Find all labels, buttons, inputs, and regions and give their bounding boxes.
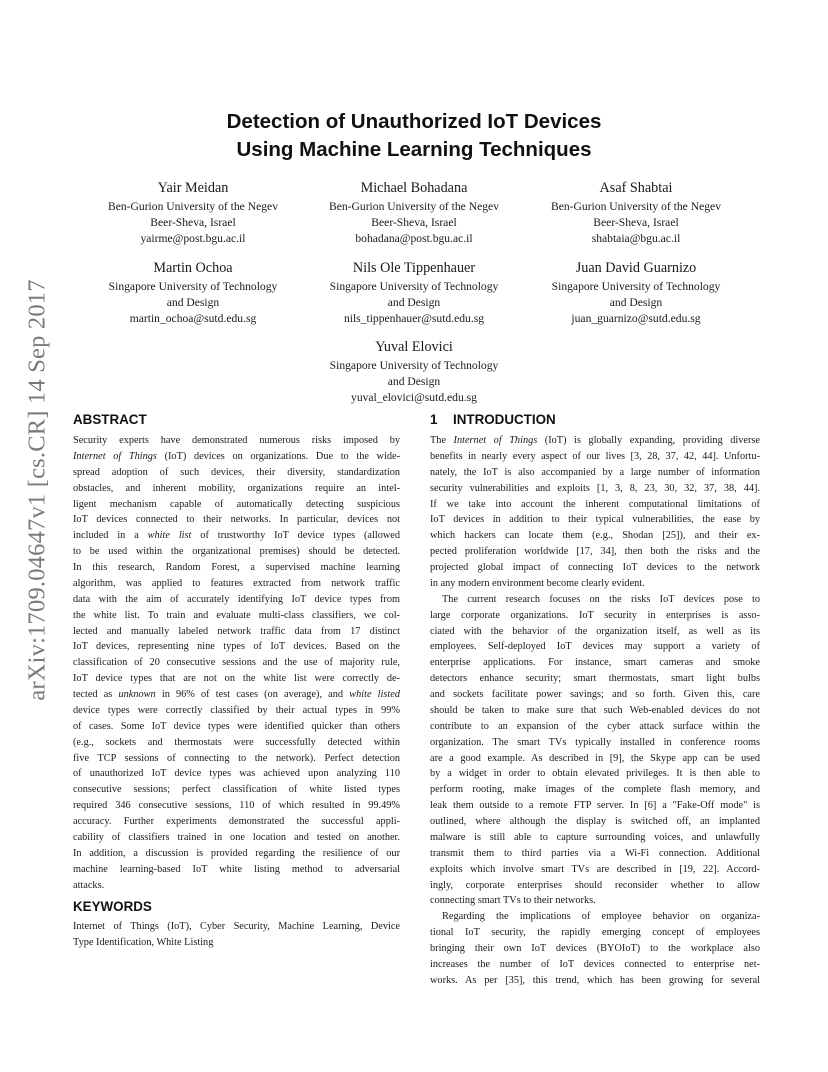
text-line: by a widget in order to obtain elevated privileges. It is then able to [430,768,760,780]
text-line: bringing their own IoT devices (BYOIoT) to the workplace also [430,943,760,954]
arxiv-identifier [14,274,62,706]
text-line: Security experts have demonstrated numerous risks imposed by [73,435,400,446]
text-line: lected and manually labeled network traffic data from 17 distinct [73,625,400,637]
text-line: spread adoption of such devices, their diversity, standardization [73,466,400,478]
text-line: transmit them to third parties via a Wi-Fi connection. Additional [430,847,760,859]
author-email[interactable]: bohadana@post.bgu.ac.il [355,232,473,246]
text-line: and sockets facilitate power savings; and so forth. Given this, care [430,689,760,700]
author-name: Nils Ole Tippenhauer [352,260,476,276]
author-block-1 [68,178,318,248]
text-line: detectors enhance security; smart thermostats, smart light bulbs [430,673,760,685]
text-line: enterprise applications. For instance, smart cameras and smoke [430,657,760,669]
author-name: Yair Meidan [157,180,229,196]
text-line: Type Identification, White Listing [73,936,214,948]
abstract-body [73,433,400,893]
text-line: connecting smart TVs to their networks. [430,895,596,907]
text-line: Internet of Things (IoT), Cyber Security, Machine Learning, Device [73,921,400,932]
text-line: Internet of Things (IoT) devices on organizations. Due to the wide- [73,450,400,462]
text-line: are a good example. As described in [9], the Skype app can be used [430,752,760,764]
text-line: contribute to an expansion of the cyber attack surface within the [430,720,760,732]
author-affiliation: Singapore University of Technology [329,279,499,293]
text-line: The current research focuses on the risks IoT devices pose to [442,593,760,605]
author-block-5 [289,258,539,328]
text-line: (e.g., sockets and thermostats were successfully detected within [73,736,400,748]
author-email[interactable]: yairme@post.bgu.ac.il [140,232,246,246]
text-line: included in a white list of trustworthy IoT device types (allowed [73,530,400,542]
text-line: accuracy. Further experiments demonstrated the successful appli- [73,816,400,827]
text-line: algorithm, was applied to features extracted from network traffic [73,577,400,589]
author-email[interactable]: juan_guarnizo@sutd.edu.sg [571,312,701,326]
text-line: Regarding the implications of employee behavior on organiza- [442,911,760,923]
author-email[interactable]: yuval_elovici@sutd.edu.sg [351,391,477,405]
author-location: Beer-Sheva, Israel [593,215,679,229]
text-line: IoT devices, representing nine types of IoT devices. Based on the [73,641,400,653]
author-name: Martin Ochoa [153,260,233,276]
text-line: pected proliferation worldwide [17, 34], then both the risks and the [430,546,760,558]
text-line: increases the number of IoT devices connected to enterprise net- [430,958,760,970]
text-line: employees. Self-deployed IoT devices may support a variety of [430,641,760,653]
author-affiliation: Ben-Gurion University of the Negev [550,199,721,213]
text-line: obstacles, and inherent mobility, organizations require an intel- [73,482,400,494]
text-line: perform rooting, make images of the complete flash memory, and [430,784,760,796]
text-line: tected as unknown in 96% of test cases (on average), and white listed [73,689,400,700]
author-location: Beer-Sheva, Israel [371,215,457,229]
author-affiliation-cont: and Design [166,295,220,309]
author-name: Yuval Elovici [375,339,453,355]
author-name: Michael Bohadana [360,180,468,196]
author-email[interactable]: nils_tippenhauer@sutd.edu.sg [343,312,485,326]
text-line: ligent mechanism capable of automatically detecting suspicious [73,498,400,510]
text-line: in any modern environment become clearly evident. [430,577,645,589]
abstract-heading: ABSTRACT [73,412,147,427]
text-line: of cases. Some IoT device types were identified quicker than others [73,720,400,732]
arxiv-identifier-text: arXiv:1709.04647v1 [cs.CR] 14 Sep 2017 [24,279,52,701]
keywords-heading: KEYWORDS [73,899,152,914]
section-title: INTRODUCTION [453,412,556,427]
text-line: leak them outside to a remote FTP server. In [6] a "Fake-Off mode" is [430,800,760,812]
paper-title [110,108,718,164]
author-affiliation: Singapore University of Technology [108,279,278,293]
text-line: five TCP sessions of connecting to the network). Perfect detection [73,752,400,764]
text-line: attacks. [73,879,105,891]
author-block-7 [289,337,539,407]
text-line: large corporate organizations. IoT security in enterprises is asso- [430,609,760,621]
text-line: to be used within the organizational premises) should be detected. [73,546,400,558]
author-affiliation: Ben-Gurion University of the Negev [107,199,278,213]
text-line: organization. The smart TVs typically installed in conference rooms [430,736,760,748]
title-line-2: Using Machine Learning Techniques [236,138,592,161]
keywords-body [73,919,400,951]
section-number: 1 [430,412,438,427]
text-line: consecutive sessions; perfect classification of white listed types [73,784,400,796]
author-name: Asaf Shabtai [599,180,673,196]
introduction-heading [430,412,556,427]
text-line: data with the aim of accurately identifying IoT device types from [73,593,400,605]
author-location: Beer-Sheva, Israel [150,215,236,229]
author-email[interactable]: shabtaia@bgu.ac.il [591,232,681,246]
author-block-2 [289,178,539,248]
author-affiliation: Singapore University of Technology [551,279,721,293]
text-line: exploits which involve smart TVs are described in [19, 22]. Accord- [430,863,760,875]
text-line: required 346 consecutive sessions, 110 of which resulted in 99.49% [73,800,400,812]
text-line: If we take into account the inherent computational limitations of [430,498,760,510]
author-affiliation-cont: and Design [387,295,441,309]
text-line: outlined, where although the display is switched off, an implanted [430,816,760,827]
text-line: nately, the IoT is also accompanied by a large number of information [430,466,760,478]
introduction-body [430,433,760,989]
title-line-1: Detection of Unauthorized IoT Devices [226,110,602,133]
text-line: IoT devices connected to their networks. In particular, devices not [73,514,400,526]
author-affiliation-cont: and Design [609,295,663,309]
text-line: device types were correctly classified by their actual types in 99% [73,704,400,716]
text-line: IoT device types that are not on the white list were correctly de- [73,673,400,685]
text-line: should be taken to make sure that such Web-enabled devices do not [430,704,760,716]
author-affiliation: Singapore University of Technology [329,358,499,372]
text-line: ciated with the behavior of the organization itself, as well as its [430,625,760,637]
author-email[interactable]: martin_ochoa@sutd.edu.sg [129,312,257,326]
text-line: projected global impact of connecting IoT devices to the network [430,562,760,573]
text-line: classification of 20 consecutive sessions and the use of majority rule, [73,657,400,669]
text-line: of unauthorized IoT device types was achieved upon analyzing 110 [73,768,400,780]
author-affiliation: Ben-Gurion University of the Negev [328,199,499,213]
author-name: Juan David Guarnizo [575,260,697,276]
text-line: In addition, a discussion is provided regarding the resilience of our [73,847,400,859]
text-line: IoT devices in addition to their typical vulnerabilities, the ease by [430,514,760,526]
text-line: works. As per [35], this trend, which has been growing for several [430,974,760,986]
author-block-6 [511,258,761,328]
text-line: the white list. To train and evaluate multi-class classifiers, we col- [73,609,400,621]
text-line: machine learning-based IoT white listing method to adversarial [73,863,400,875]
text-line: benefits in nearly every aspect of our lives [3, 28, 37, 42, 44]. Unfortu- [430,450,760,462]
text-line: tional IoT security, the rapidly emerging concept of employees [430,927,760,939]
text-line: malware is still able to capture surrounding voices, and unlawfully [430,831,760,843]
text-line: security vulnerabilities and exploits [1, 3, 8, 23, 30, 32, 37, 38, 44]. [430,482,760,494]
text-line: The Internet of Things (IoT) is globally expanding, providing diverse [430,435,760,446]
text-line: which hackers can locate them (e.g., Shodan [25]), and their ex- [430,530,760,542]
text-line: In this research, Random Forest, a supervised machine learning [73,562,400,573]
author-block-4 [68,258,318,328]
author-affiliation-cont: and Design [387,374,441,388]
text-line: ingly, corporate enterprises should reconsider whether to allow [430,879,760,891]
text-line: cability of classifiers trained in one location and tested on another. [73,831,400,843]
author-block-3 [511,178,761,248]
